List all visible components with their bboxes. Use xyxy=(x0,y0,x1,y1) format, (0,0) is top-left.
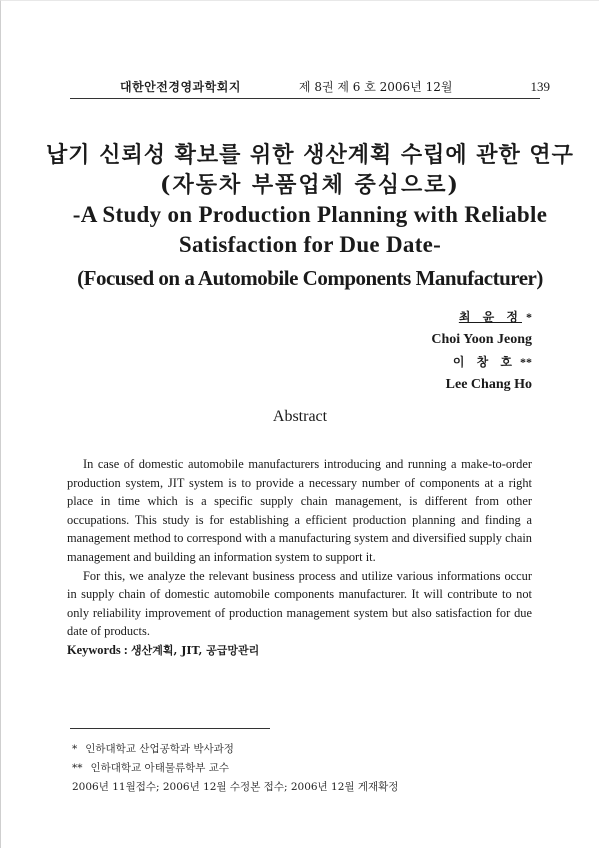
title-english-line2: Satisfaction for Due Date- xyxy=(178,232,442,257)
title-korean: 납기 신뢰성 확보를 위한 생산계획 수립에 관한 연구 xyxy=(46,142,574,168)
author-1-korean-line xyxy=(431,306,532,329)
keywords-values: 생산계획, JIT, 공급망관리 xyxy=(131,643,260,657)
title-block xyxy=(40,140,580,293)
footnote-2-text: 인하대학교 아태물류학부 교수 xyxy=(90,762,230,774)
title-english-line1: -A Study on Production Planning with Reliable xyxy=(72,202,548,227)
abstract-body xyxy=(67,455,532,661)
author-2-korean-line xyxy=(431,351,532,374)
keywords-line xyxy=(67,641,532,661)
author-1-english: Choi Yoon Jeong xyxy=(431,332,532,347)
author-1-mark: * xyxy=(526,310,532,324)
abstract-paragraph-1: In case of domestic automobile manufacturers introducing and running a make-to-order production system, JIT system is to provide a necessary number of components at a right place in time which is a specific supply chain management, is different from other occupations. This study is for establishing a efficient production planning and finding a management method to correspond with a manufacturing system and diversified supply chain management and building an information system to support it. xyxy=(67,457,532,564)
footnote-1-marker: * xyxy=(72,743,78,755)
footnotes xyxy=(72,740,398,797)
author-2-mark: ** xyxy=(520,355,532,369)
title-korean-subtitle: (자동차 부품업체 중심으로) xyxy=(160,172,460,198)
running-header xyxy=(120,78,550,95)
author-block xyxy=(431,306,532,396)
footnote-3 xyxy=(72,778,398,797)
title-english-subtitle: (Focused on a Automobile Components Manufacturer) xyxy=(77,266,543,290)
abstract-paragraph-2: For this, we analyze the relevant business process and utilize various informations occur in supply chain of domestic automobile components manufacturer. It will contribute to not only reliability improvement of production management system but also satisfaction for due date of products. xyxy=(67,568,532,639)
header-rule xyxy=(70,98,540,99)
abstract-heading: Abstract xyxy=(272,408,328,425)
issue-info: 제 8권 제 6 호 2006년 12월 xyxy=(298,80,453,94)
footnote-1 xyxy=(72,740,398,759)
author-2-english: Lee Chang Ho xyxy=(445,377,532,392)
footnote-1-text: 인하대학교 산업공학과 박사과정 xyxy=(85,743,234,755)
keywords-label: Keywords : xyxy=(67,642,128,657)
author-1-korean: 최 윤 정 xyxy=(458,310,522,324)
footnote-rule xyxy=(70,728,270,729)
footnote-2 xyxy=(72,759,398,778)
footnote-2-marker: ** xyxy=(72,762,83,774)
author-2-korean: 이 창 호 xyxy=(452,355,516,369)
journal-name: 대한안전경영과학회지 xyxy=(120,80,241,94)
page-number: 139 xyxy=(530,79,550,94)
footnote-3-text: 2006년 11월접수; 2006년 12월 수정본 접수; 2006년 12월 게재확정 xyxy=(72,781,399,793)
